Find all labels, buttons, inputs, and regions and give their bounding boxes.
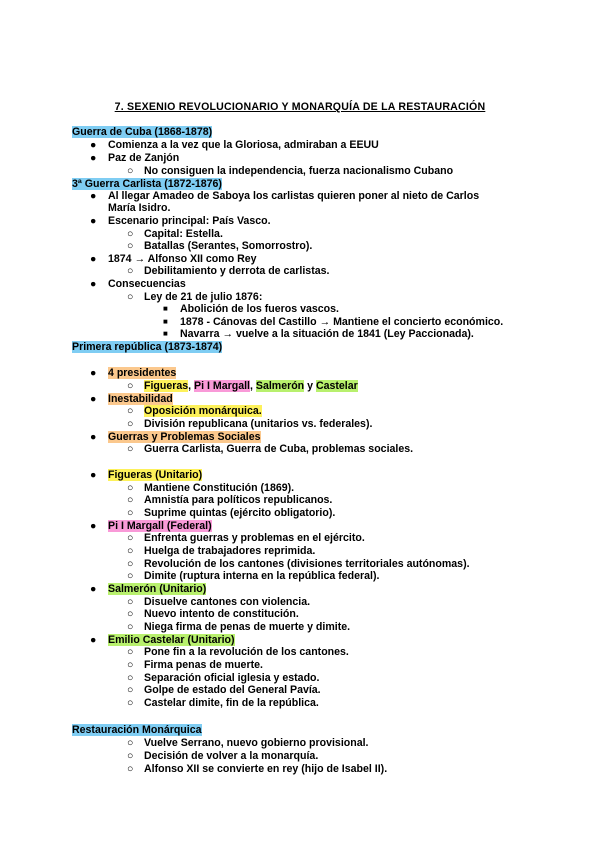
list-item: ○ Amnistía para políticos republicanos. xyxy=(127,494,333,506)
circle-bullet-icon: ○ xyxy=(127,545,134,557)
circle-bullet-icon: ○ xyxy=(127,380,134,392)
list-item: ○ Ley de 21 de julio 1876: xyxy=(127,291,263,303)
list-item: ● Inestabilidad xyxy=(90,393,173,405)
circle-bullet-icon: ○ xyxy=(127,737,134,749)
section-heading-carlista: 3ª Guerra Carlista (1872-1876) xyxy=(72,178,222,190)
list-item: ○ Niega firma de penas de muerte y dimite. xyxy=(127,621,351,633)
section-heading-restauracion: Restauración Monárquica xyxy=(72,724,202,736)
bullet-icon: ● xyxy=(90,139,97,151)
bullet-icon: ● xyxy=(90,152,97,164)
list-item: ○ Castelar dimite, fin de la república. xyxy=(127,697,319,709)
circle-bullet-icon: ○ xyxy=(127,621,134,633)
list-item: ● Guerras y Problemas Sociales xyxy=(90,431,261,443)
circle-bullet-icon: ○ xyxy=(127,507,134,519)
bullet-icon: ● xyxy=(90,469,97,481)
bullet-icon: ● xyxy=(90,431,97,443)
list-item: ■ 1878 - Cánovas del Castillo → Mantiene el concierto económico. xyxy=(163,316,504,328)
circle-bullet-icon: ○ xyxy=(127,750,134,762)
list-item: ○ Separación oficial iglesia y estado. xyxy=(127,672,320,684)
list-item: ○ Alfonso XII se convierte en rey (hijo de Isabel II). xyxy=(127,763,388,775)
circle-bullet-icon: ○ xyxy=(127,608,134,620)
circle-bullet-icon: ○ xyxy=(127,291,134,303)
list-item: ○ Vuelve Serrano, nuevo gobierno provisional. xyxy=(127,737,369,749)
bullet-icon: ● xyxy=(90,215,97,227)
section-heading-republica: Primera república (1873-1874) xyxy=(72,341,223,353)
page-title: 7. SEXENIO REVOLUCIONARIO Y MONARQUÍA DE LA RESTAURACIÓN xyxy=(114,101,486,113)
circle-bullet-icon: ○ xyxy=(127,165,134,177)
list-item: ○ Enfrenta guerras y problemas en el ejército. xyxy=(127,532,365,544)
list-item: ○ Golpe de estado del General Pavía. xyxy=(127,684,321,696)
circle-bullet-icon: ○ xyxy=(127,240,134,252)
circle-bullet-icon: ○ xyxy=(127,684,134,696)
list-item-presidents: ○ Figueras, Pi I Margall, Salmerón y Castelar xyxy=(127,380,358,392)
list-item: ○ Nuevo intento de constitución. xyxy=(127,608,299,620)
bullet-icon: ● xyxy=(90,253,97,265)
circle-bullet-icon: ○ xyxy=(127,494,134,506)
bullet-icon: ● xyxy=(90,393,97,405)
list-item: ● Paz de Zanjón xyxy=(90,152,180,164)
circle-bullet-icon: ○ xyxy=(127,763,134,775)
bullet-icon: ● xyxy=(90,583,97,595)
list-item: ○ División republicana (unitarios vs. federales). xyxy=(127,418,373,430)
circle-bullet-icon: ○ xyxy=(127,405,134,417)
circle-bullet-icon: ○ xyxy=(127,646,134,658)
section-heading-cuba: Guerra de Cuba (1868-1878) xyxy=(72,126,213,138)
circle-bullet-icon: ○ xyxy=(127,558,134,570)
circle-bullet-icon: ○ xyxy=(127,443,134,455)
bullet-icon: ● xyxy=(90,634,97,646)
bullet-icon: ● xyxy=(90,190,97,202)
list-item: ○ No consiguen la independencia, fuerza nacionalismo Cubano xyxy=(127,165,454,177)
list-item: ○ Suprime quintas (ejército obligatorio). xyxy=(127,507,336,519)
list-item: ● Al llegar Amadeo de Saboya los carlistas quieren poner al nieto de Carlos xyxy=(90,190,480,202)
list-item: ● Pi I Margall (Federal) xyxy=(90,520,212,532)
bullet-icon: ● xyxy=(90,278,97,290)
list-item: ○ Pone fin a la revolución de los cantones. xyxy=(127,646,349,658)
list-item: ○ Guerra Carlista, Guerra de Cuba, problemas sociales. xyxy=(127,443,414,455)
list-item: ○ Debilitamiento y derrota de carlistas. xyxy=(127,265,330,277)
list-item: ● 1874 → Alfonso XII como Rey xyxy=(90,253,257,265)
list-item: ○ Mantiene Constitución (1869). xyxy=(127,482,295,494)
circle-bullet-icon: ○ xyxy=(127,672,134,684)
list-item: ● Figueras (Unitario) xyxy=(90,469,203,481)
list-item: ○ Huelga de trabajadores reprimida. xyxy=(127,545,316,557)
list-item: ● Comienza a la vez que la Gloriosa, admiraban a EEUU xyxy=(90,139,379,151)
list-item: ○ Revolución de los cantones (divisiones territoriales autónomas). xyxy=(127,558,470,570)
bullet-icon: ● xyxy=(90,367,97,379)
list-item: ○ Dimite (ruptura interna en la república federal). xyxy=(127,570,380,582)
list-item: ○ Firma penas de muerte. xyxy=(127,659,263,671)
square-bullet-icon: ■ xyxy=(163,317,168,326)
list-item: ● Emilio Castelar (Unitario) xyxy=(90,634,235,646)
square-bullet-icon: ■ xyxy=(163,304,168,313)
bullet-icon: ● xyxy=(90,520,97,532)
circle-bullet-icon: ○ xyxy=(127,265,134,277)
list-item: ● Consecuencias xyxy=(90,278,186,290)
circle-bullet-icon: ○ xyxy=(127,418,134,430)
list-item: ■ Abolición de los fueros vascos. xyxy=(163,303,339,315)
square-bullet-icon: ■ xyxy=(163,329,168,338)
list-item: ○ Batallas (Serantes, Somorrostro). xyxy=(127,240,313,252)
circle-bullet-icon: ○ xyxy=(127,228,134,240)
list-item-continuation: María Isidro. xyxy=(108,202,171,214)
list-item: ● Escenario principal: País Vasco. xyxy=(90,215,271,227)
circle-bullet-icon: ○ xyxy=(127,570,134,582)
circle-bullet-icon: ○ xyxy=(127,659,134,671)
list-item: ○ Disuelve cantones con violencia. xyxy=(127,596,311,608)
list-item: ● 4 presidentes xyxy=(90,367,177,379)
list-item: ■ Navarra → vuelve a la situación de 1841 (Ley Paccionada). xyxy=(163,328,474,340)
list-item: ○ Capital: Estella. xyxy=(127,228,223,240)
circle-bullet-icon: ○ xyxy=(127,697,134,709)
list-item: ● Salmerón (Unitario) xyxy=(90,583,207,595)
list-item: ○ Decisión de volver a la monarquía. xyxy=(127,750,319,762)
circle-bullet-icon: ○ xyxy=(127,482,134,494)
circle-bullet-icon: ○ xyxy=(127,596,134,608)
list-item: ○ Oposición monárquica. xyxy=(127,405,262,417)
circle-bullet-icon: ○ xyxy=(127,532,134,544)
